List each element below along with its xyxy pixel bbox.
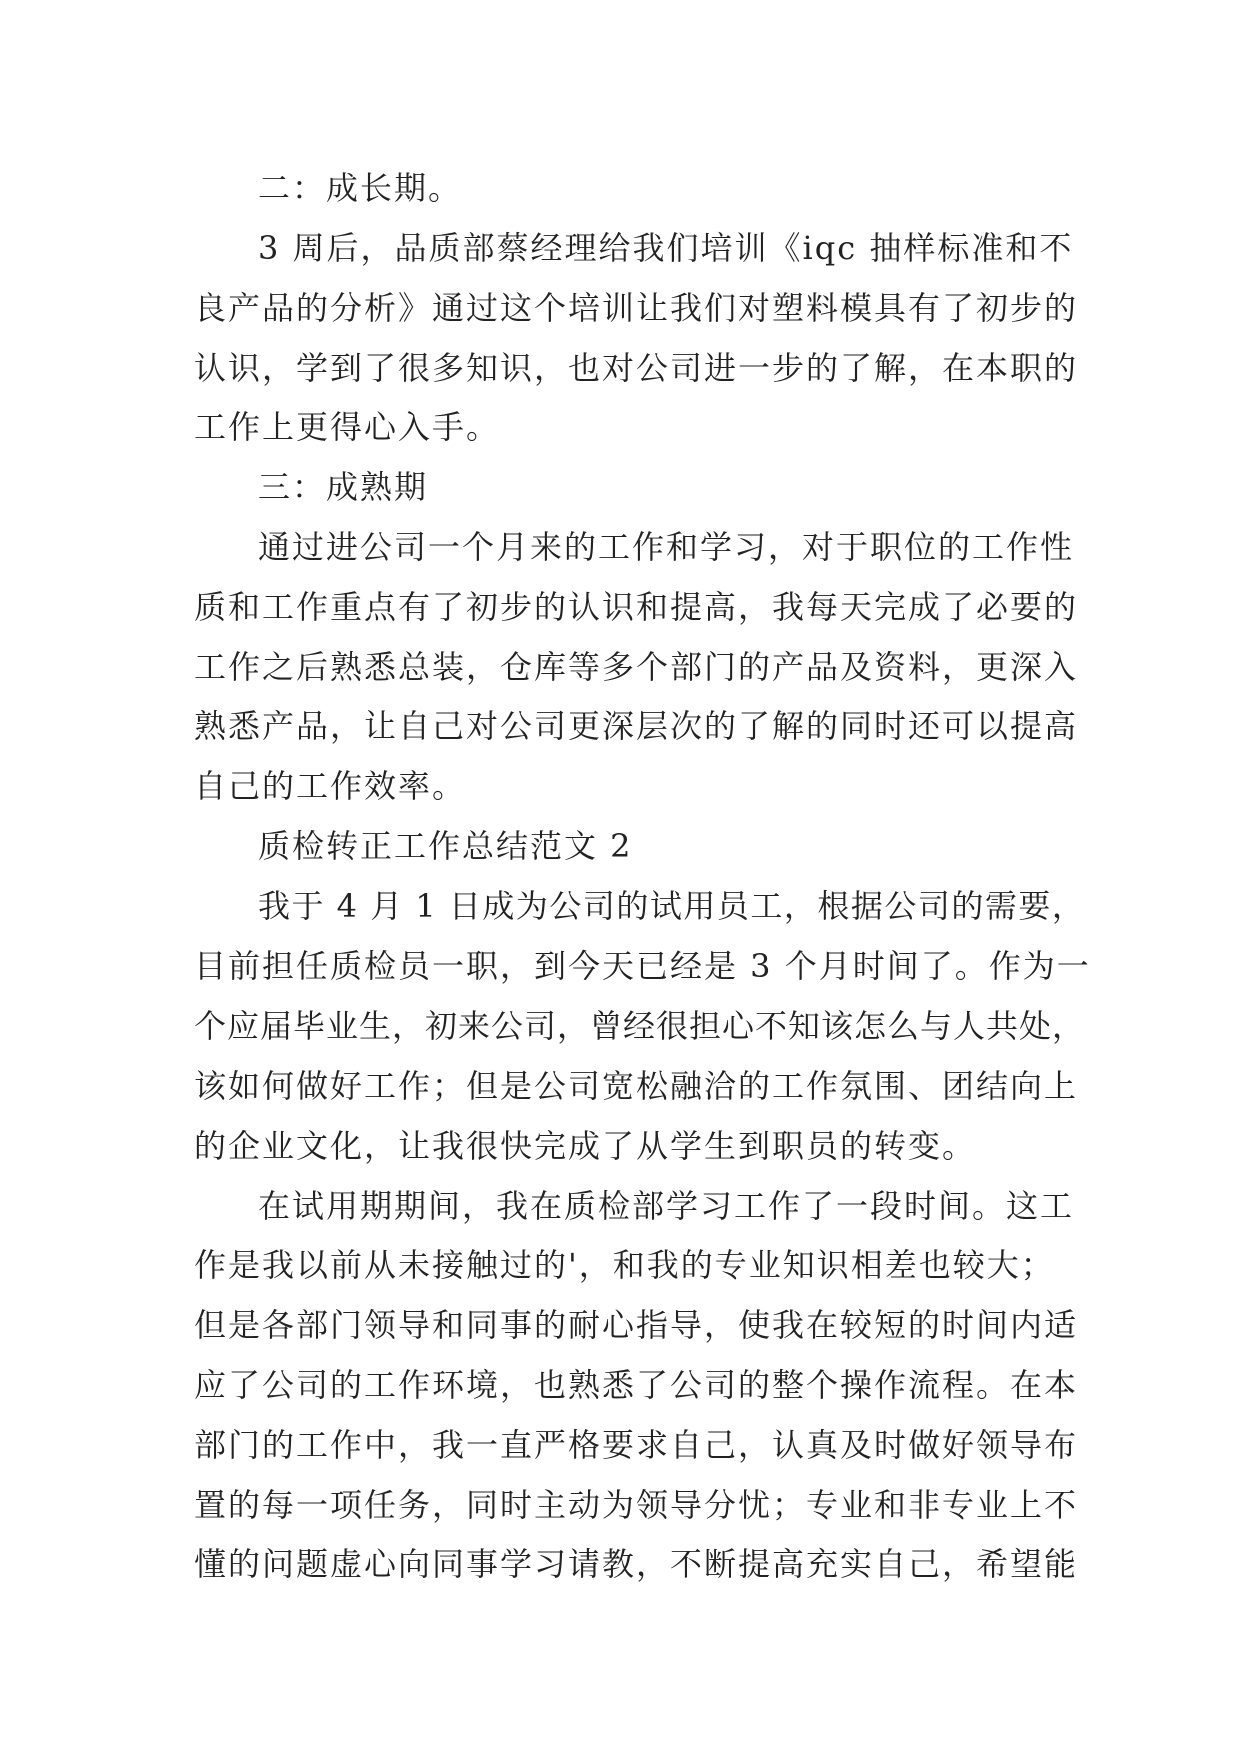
paragraph-line: 通过进公司一个月来的工作和学习，对于职位的工作性	[258, 528, 1075, 566]
paragraph-line: 工作上更得心入手。	[194, 408, 501, 446]
paragraph-line: 个应届毕业生，初来公司，曾经很担心不知该怎么与人共处，	[194, 1007, 1086, 1045]
paragraph-line: 我于 4 月 1 日成为公司的试用员工，根据公司的需要，	[258, 887, 1086, 925]
paragraph-line: 懂的问题虚心向同事学习请教，不断提高充实自己，希望能	[194, 1545, 1079, 1583]
paragraph-line: 应了公司的工作环境，也熟悉了公司的整个操作流程。在本	[194, 1366, 1079, 1404]
article-title: 质检转正工作总结范文 2	[258, 827, 633, 865]
paragraph-line: 的企业文化，让我很快完成了从学生到职员的转变。	[194, 1127, 977, 1165]
section-heading-mature: 三：成熟期	[258, 468, 429, 506]
paragraph-line: 在试用期期间，我在质检部学习工作了一段时间。这工	[258, 1187, 1075, 1225]
paragraph-line: 质和工作重点有了初步的认识和提高，我每天完成了必要的	[194, 588, 1079, 626]
paragraph-line: 3 周后，品质部蔡经理给我们培训《iqc 抽样标准和不	[258, 229, 1074, 267]
paragraph-line: 该如何做好工作；但是公司宽松融洽的工作氛围、团结向上	[194, 1067, 1079, 1105]
paragraph-line: 自己的工作效率。	[194, 767, 467, 805]
paragraph-line: 良产品的分析》通过这个培训让我们对塑料模具有了初步的	[194, 289, 1079, 327]
paragraph-line: 部门的工作中，我一直严格要求自己，认真及时做好领导布	[194, 1426, 1079, 1464]
paragraph-line: 工作之后熟悉总装，仓库等多个部门的产品及资料，更深入	[194, 648, 1079, 686]
paragraph-line: 认识，学到了很多知识，也对公司进一步的了解，在本职的	[194, 349, 1079, 387]
paragraph-line: 熟悉产品，让自己对公司更深层次的了解的同时还可以提高	[194, 707, 1079, 745]
paragraph-line: 作是我以前从未接触过的'，和我的专业知识相差也较大；	[194, 1246, 1055, 1284]
paragraph-line: 但是各部门领导和同事的耐心指导，使我在较短的时间内适	[194, 1306, 1079, 1344]
paragraph-line: 置的每一项任务，同时主动为领导分忧；专业和非专业上不	[194, 1486, 1079, 1524]
section-heading-growth: 二：成长期。	[258, 169, 463, 207]
paragraph-line: 目前担任质检员一职，到今天已经是 3 个月时间了。作为一	[194, 947, 1091, 985]
